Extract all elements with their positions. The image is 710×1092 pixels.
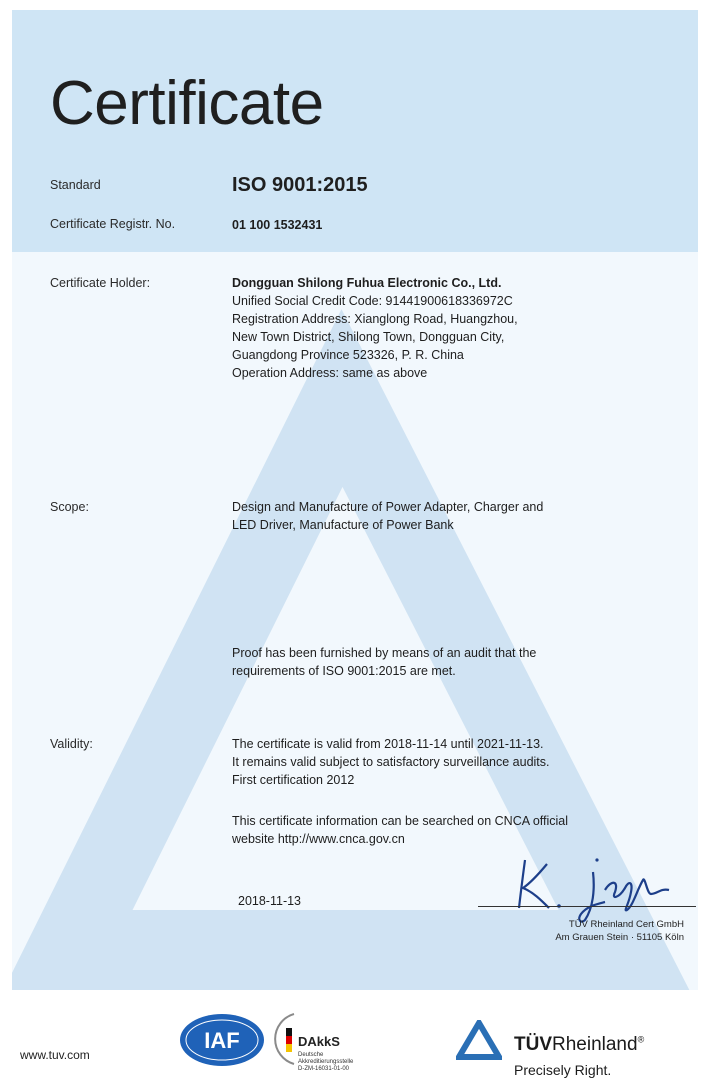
registration-value: 01 100 1532431 (232, 218, 323, 232)
issuer-block (478, 918, 684, 944)
page-title: Certificate (50, 69, 324, 138)
certificate-sheet (12, 10, 698, 990)
cnca-block (232, 812, 568, 848)
scope-line: Design and Manufacture of Power Adapter, Charger and (232, 500, 544, 514)
validity-label: Validity: (50, 737, 93, 751)
issuer-name: TÜV Rheinland Cert GmbH (568, 919, 684, 930)
standard-value: ISO 9001:2015 (232, 174, 368, 196)
iaf-text: IAF (204, 1028, 240, 1053)
tuv-brand (514, 1034, 644, 1056)
proof-line: requirements of ISO 9001:2015 are met. (232, 664, 456, 678)
registration-label: Certificate Registr. No. (50, 217, 176, 231)
holder-block (232, 274, 518, 382)
footer (0, 990, 710, 1092)
holder-line: Guangdong Province 523326, P. R. China (232, 348, 464, 362)
website-link[interactable]: www.tuv.com (20, 1048, 90, 1062)
dakks-sub (298, 1052, 408, 1073)
dakks-sub-line: Deutsche (298, 1052, 324, 1058)
tuv-triangle-icon (456, 1020, 502, 1060)
validity-line: First certification 2012 (232, 773, 355, 787)
scope-line: LED Driver, Manufacture of Power Bank (232, 518, 454, 532)
validity-block (232, 735, 550, 789)
holder-line: New Town District, Shilong Town, Dongguan City, (232, 330, 505, 344)
holder-label: Certificate Holder: (50, 276, 151, 290)
iaf-logo-icon (178, 1012, 266, 1068)
tuv-slogan: Precisely Right. (514, 1062, 612, 1078)
issue-date: 2018-11-13 (238, 894, 302, 908)
cnca-line: website http://www.cnca.gov.cn (232, 832, 405, 846)
dakks-sub-line: Akkreditierungsstelle (298, 1059, 354, 1065)
validity-line: The certificate is valid from 2018-11-14 until 2021-11-13. (232, 737, 544, 751)
tuv-brand-mark: ® (637, 1034, 645, 1045)
tuv-brand-rest: Rheinland (552, 1034, 638, 1055)
holder-name: Dongguan Shilong Fuhua Electronic Co., Ltd. (232, 276, 502, 290)
dakks-name: DAkkS (298, 1034, 340, 1049)
cnca-line: This certificate information can be searched on CNCA official (232, 814, 569, 828)
holder-line: Unified Social Credit Code: 91441900618336972C (232, 294, 513, 308)
proof-block (232, 644, 536, 680)
issuer-address: Am Grauen Stein · 51105 Köln (555, 932, 684, 943)
dakks-sub-line: D-ZM-16031-01-00 (298, 1066, 350, 1072)
validity-line: It remains valid subject to satisfactory surveillance audits. (232, 755, 550, 769)
proof-line: Proof has been furnished by means of an audit that the (232, 646, 537, 660)
scope-block (232, 498, 543, 534)
dakks-logo-icon (274, 1010, 298, 1068)
standard-label: Standard (50, 178, 101, 192)
tuv-brand-bold: TÜV (514, 1034, 552, 1055)
scope-label: Scope: (50, 500, 89, 514)
holder-line: Operation Address: same as above (232, 366, 428, 380)
holder-line: Registration Address: Xianglong Road, Huangzhou, (232, 312, 518, 326)
signature-line (478, 906, 696, 907)
